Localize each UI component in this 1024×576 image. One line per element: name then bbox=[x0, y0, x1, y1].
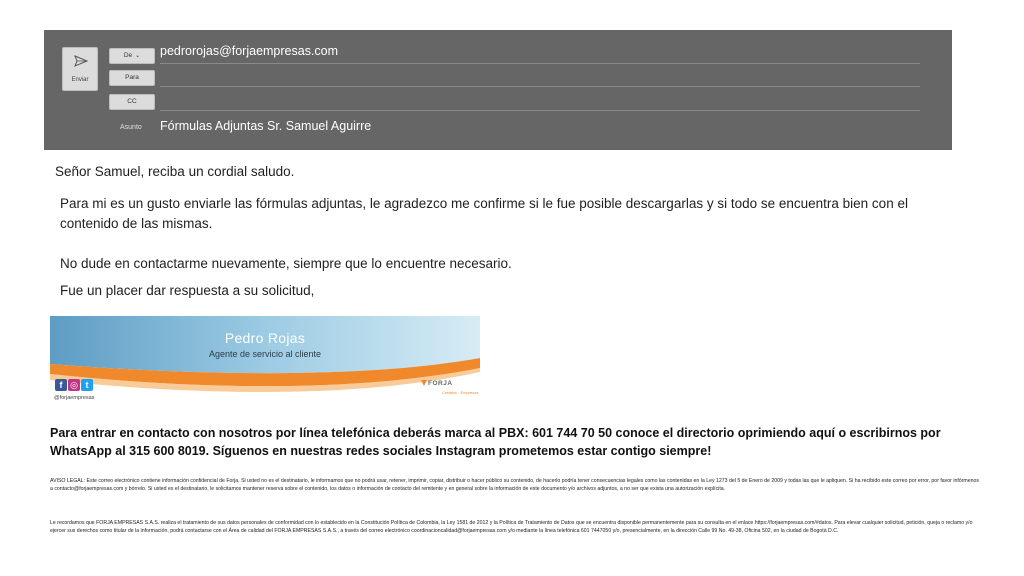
brand-logo: FORJA bbox=[428, 380, 453, 387]
cc-underline bbox=[160, 110, 920, 111]
subject-label: Asunto bbox=[120, 124, 142, 131]
signature-name: Pedro Rojas bbox=[224, 330, 306, 346]
closing-line: Fue un placer dar respuesta a su solicitud, bbox=[60, 283, 315, 298]
body-paragraph: No dude en contactarme nuevamente, siempre que lo encuentre necesario. bbox=[60, 256, 512, 271]
to-button[interactable]: Para bbox=[109, 70, 155, 86]
body-paragraph: Para mi es un gusto enviarle las fórmulas adjuntas, le agradezco me confirme si le fue posible descargarlas y si todo se encuentra bien con el contenido de las mismas. bbox=[60, 196, 908, 231]
cc-button[interactable]: CC bbox=[109, 94, 155, 110]
compose-header bbox=[44, 30, 952, 150]
privacy-notice: Le recordamos que FORJA EMPRESAS S.A.S. realiza el tratamiento de sus datos personales de conformidad con lo establecido en la Constitución Política de Colombia, la Ley 1581 de 2012 y la Política de Tratamiento de Datos que se encuentra disponible permanentemente para su consulta en el enlace https://forjaempresas.com/#datos. Para elevar cualquier solicitud, petición, queja o reclamo y/o ejercer sus derechos como titular de la información, podrá contactarse con el Área de calidad del FORJA EMPRESAS S.A.S., a través del correo electrónico coordinacioncalidad@forjaempresas.com y/o mediante la línea telefónica 601 7447050 y/o, presencialmente, en la dirección Calle 99 No. 49-38, Oficina 502, en la ciudad de Bogotá D.C. bbox=[50, 520, 973, 535]
from-field[interactable]: pedrorojas@forjaempresas.com bbox=[160, 44, 339, 58]
social-handle: @forjaempresas bbox=[54, 395, 95, 401]
signature-role: Agente de servicio al cliente bbox=[208, 349, 322, 359]
brand-tagline: Créditos · Empresas bbox=[442, 390, 479, 395]
chevron-down-icon: ⌄ bbox=[135, 53, 141, 59]
from-button-label: De bbox=[123, 52, 133, 59]
send-icon bbox=[74, 55, 88, 67]
forja-logo-icon bbox=[420, 379, 428, 387]
to-underline bbox=[160, 86, 920, 87]
greeting: Señor Samuel, reciba un cordial saludo. bbox=[55, 164, 295, 179]
send-label: Enviar bbox=[71, 77, 89, 83]
signature-banner bbox=[50, 316, 480, 406]
instagram-icon[interactable]: ◎ bbox=[68, 379, 80, 391]
from-underline bbox=[160, 63, 920, 64]
contact-info: Para entrar en contacto con nosotros por línea telefónica deberás marca al PBX: 601 744 70 50 conoce el directorio oprimiendo aquí o escribirnos por WhatsApp al 315 600 8019. Síguenos en nuestras redes sociales Instagram prometemos estar contigo siempre! bbox=[50, 426, 941, 458]
facebook-icon[interactable]: f bbox=[55, 379, 67, 391]
legal-notice: AVISO LEGAL: Este correo electrónico contiene información confidencial de Forja. Si usted no es el destinatario, le informamos que no podrá usar, retener, imprimir, copiar, distribuir o hacer público su contenido, de hacerlo podría tener consecuencias legales como las contenidas en la Ley 1273 del 5 de Enero de 2009 y todas las que le apliquen. Si ha recibido este correo por error, por favor infórmenos a contacto@forjaempresas.com y bórrelo. Si usted es el destinatario, le solicitamos mantener reserva sobre el contenido, los datos o información de contacto del remitente y en general sobre la información de este documento y/o archivos adjuntos, a no ser que exista una autorización explícita. bbox=[50, 478, 979, 493]
from-button[interactable] bbox=[109, 48, 155, 64]
send-button[interactable] bbox=[62, 47, 98, 91]
subject-field[interactable]: Fórmulas Adjuntas Sr. Samuel Aguirre bbox=[160, 119, 372, 133]
twitter-icon[interactable]: t bbox=[81, 379, 93, 391]
